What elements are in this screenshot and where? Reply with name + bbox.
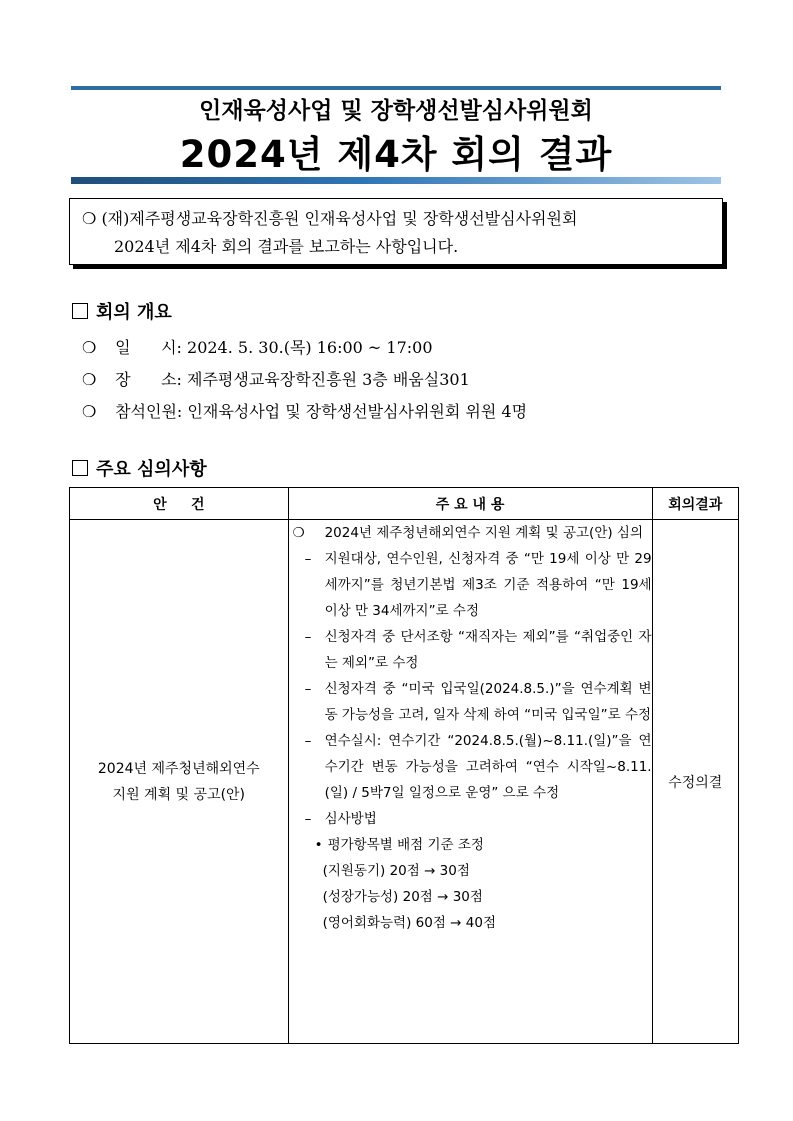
section-heading-text: 주요 심의사항 (96, 459, 207, 480)
content-item (289, 858, 652, 884)
dash-bullet-icon: – (304, 551, 312, 567)
agenda-line-1: 2024년 제주청년해외연수 (97, 760, 260, 777)
title-top-rule (71, 86, 721, 90)
table-header-row (70, 488, 739, 520)
content-text: 평가항목별 배점 기준 조정 (327, 837, 484, 853)
section-heading-deliberation (72, 455, 207, 481)
document-title-line2: 2024년 제4차 회의 결과 (179, 133, 613, 176)
content-text: (지원동기) 20점 → 30점 (322, 863, 470, 879)
dash-bullet-icon: – (304, 811, 312, 827)
content-text: 2024년 제주청년해외연수 지원 계획 및 공고(안) 심의 (324, 525, 643, 541)
content-text: 연수실시: 연수기간 “2024.8.5.(월)~8.11.(일)”을 연수기간 변동 가능성을 고려하여 “연수 시작일~8.11.(일) / 5박7일 일정으로 운영” 으로 수정 (324, 733, 652, 801)
overview-value: 인재육성사업 및 장학생선발심사위원회 위원 4명 (187, 402, 528, 421)
table-header-content: 주 요 내 용 (288, 488, 652, 520)
table-row (70, 520, 739, 1044)
summary-line-1 (82, 206, 577, 229)
circle-bullet-icon: ❍ (292, 525, 305, 541)
overview-label: 일 시: (115, 338, 182, 357)
square-bullet-icon (72, 460, 88, 476)
summary-text-1: (재)제주평생교육장학진흥원 인재육성사업 및 장학생선발심사위원회 (101, 209, 578, 228)
dot-bullet-icon: • (314, 837, 323, 853)
content-item (289, 520, 652, 546)
summary-box (69, 198, 723, 265)
overview-value: 2024. 5. 30.(목) 16:00 ~ 17:00 (187, 338, 433, 357)
result-cell: 수정의결 (652, 520, 738, 1044)
agenda-line-2: 지원 계획 및 공고(안) (112, 786, 246, 803)
content-item (289, 832, 652, 858)
overview-label: 참석인원: (115, 402, 183, 421)
section-heading-overview (72, 298, 172, 324)
overview-item-attendees (82, 399, 527, 422)
content-text: (영어회화능력) 60점 → 40점 (322, 915, 496, 931)
overview-value: 제주평생교육장학진흥원 3층 배움실301 (187, 370, 470, 389)
table-header-result: 회의결과 (652, 488, 738, 520)
content-item (289, 806, 652, 832)
content-item (289, 676, 652, 728)
dash-bullet-icon: – (304, 681, 312, 697)
circle-bullet-icon: ❍ (82, 402, 97, 421)
content-text: 신청자격 중 단서조항 “재직자는 제외”를 “취업중인 자는 제외”로 수정 (324, 629, 652, 671)
square-bullet-icon (72, 303, 88, 319)
deliberation-table (69, 487, 739, 1044)
content-text: (성장가능성) 20점 → 30점 (322, 889, 483, 905)
content-item (289, 546, 652, 624)
circle-bullet-icon: ❍ (82, 338, 97, 357)
overview-label: 장 소: (115, 370, 182, 389)
content-text: 지원대상, 연수인원, 신청자격 중 “만 19세 이상 만 29세까지”를 청년기본법 제3조 기준 적용하여 “만 19세 이상 만 34세까지”로 수정 (324, 551, 652, 619)
content-item (289, 728, 652, 806)
dash-bullet-icon: – (304, 629, 312, 645)
content-item (289, 624, 652, 676)
title-bottom-rule (71, 177, 721, 184)
content-item (289, 910, 652, 936)
dash-bullet-icon: – (304, 733, 312, 749)
summary-text-2: 2024년 제4차 회의 결과를 보고하는 사항입니다. (114, 237, 459, 256)
agenda-cell (70, 520, 289, 1044)
table-header-agenda: 안 건 (70, 488, 289, 520)
document-title-line1: 인재육성사업 및 장학생선발심사위원회 (199, 98, 593, 124)
content-text: 신청자격 중 “미국 입국일(2024.8.5.)”을 연수계획 변동 가능성을 고려, 일자 삭제 하여 “미국 입국일”로 수정 (324, 681, 652, 723)
circle-bullet-icon: ❍ (82, 209, 97, 228)
section-heading-text: 회의 개요 (96, 302, 172, 323)
overview-item-datetime (82, 335, 433, 358)
circle-bullet-icon: ❍ (82, 370, 97, 389)
content-item (289, 884, 652, 910)
overview-item-location (82, 367, 470, 390)
content-cell (288, 520, 652, 1044)
content-text: 심사방법 (324, 811, 377, 827)
